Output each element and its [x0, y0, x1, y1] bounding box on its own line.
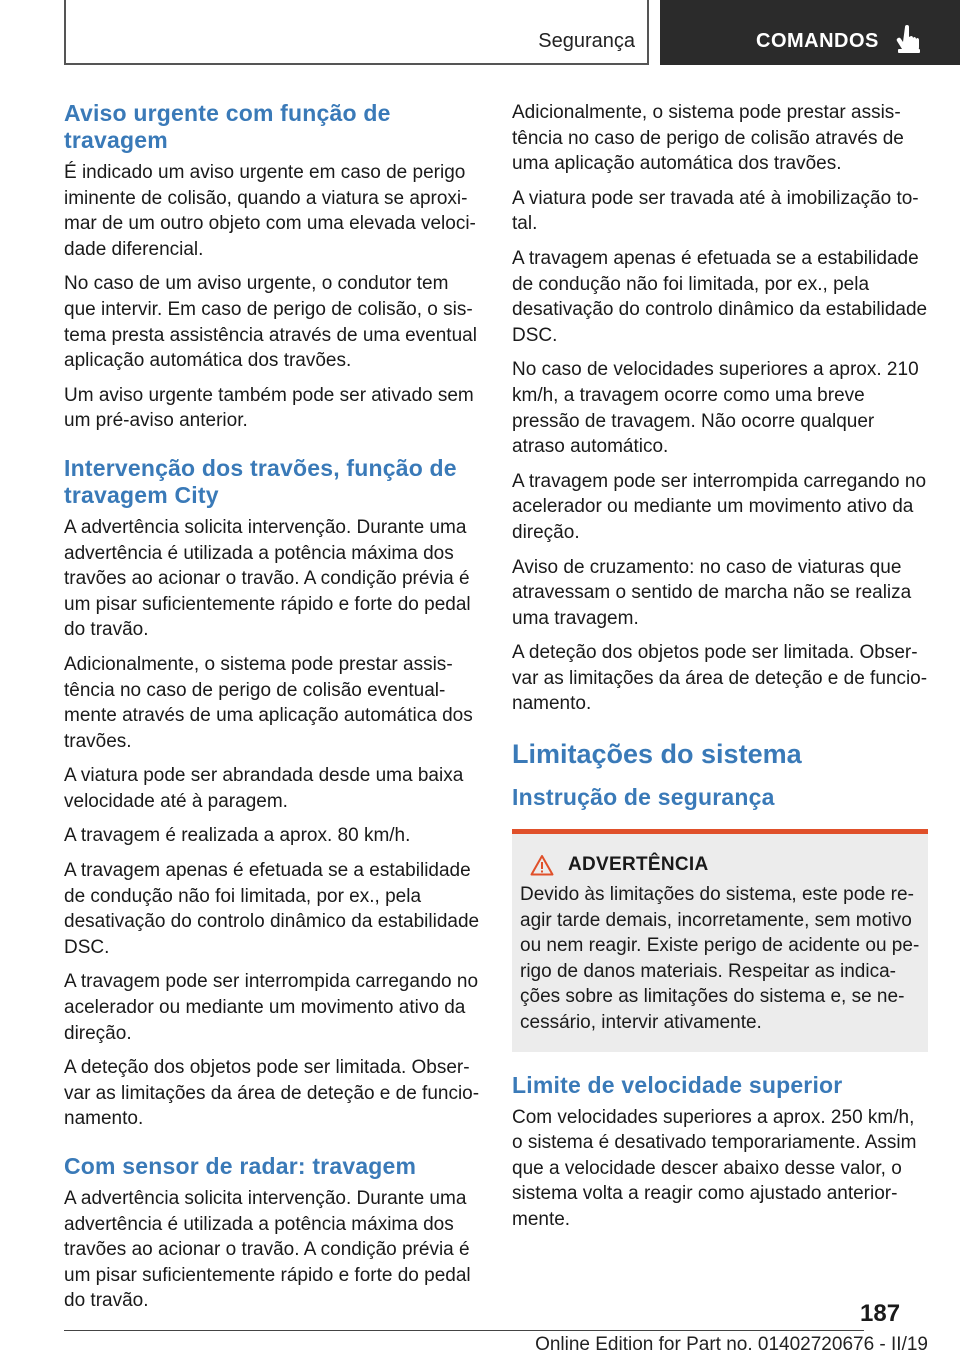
section-title-brake-intervention: Intervenção dos travões, função de travagem City: [64, 454, 457, 508]
paragraph: A travagem apenas é efetuada se a estabilidade de condução não foi limitada, por ex., pela desativação do controlo dinâmico da estabilidade DSC.: [512, 247, 928, 346]
header-rule: [64, 63, 649, 65]
footer-edition: Online Edition for Part no. 01402720676 - II/19: [535, 1334, 928, 1355]
section-title-system-limitations: Limitações do sistema: [512, 739, 802, 770]
chapter-tab-label: COMANDOS: [756, 30, 879, 52]
paragraph: A travagem é realizada a aprox. 80 km/h.: [64, 825, 411, 847]
paragraph: A deteção dos objetos pode ser limitada. Observar as limitações da área de deteção e de funcionamento.: [64, 1057, 480, 1130]
header-chapter-tab[interactable]: [660, 0, 960, 65]
page-number: 187: [860, 1300, 901, 1327]
paragraph: Adicionalmente, o sistema pode prestar assistência no caso de perigo de colisão eventualmente através de uma aplicação automática dos travões.: [64, 653, 473, 752]
paragraph: É indicado um aviso urgente em caso de perigo iminente de colisão, quando a viatura se aproximar de um outro objeto com uma elevada velocidade diferencial.: [64, 162, 476, 260]
paragraph: A viatura pode ser abrandada desde uma baixa velocidade até à paragem.: [64, 765, 464, 812]
warning-title: ADVERTÊNCIA: [568, 854, 709, 876]
warning-box: [512, 829, 928, 1052]
section-title-speed-limit: Limite de velocidade superior: [512, 1071, 843, 1098]
footer-rule: [64, 1330, 864, 1331]
paragraph: A advertência solicita intervenção. Durante uma advertência é utilizada a potência máxima dos travões ao acionar o travão. A condição prévia é um pisar suficientemente rápido e forte do pedal do travão.: [64, 1188, 471, 1312]
paragraph: No caso de um aviso urgente, o condutor tem que intervir. Em caso de perigo de colisão, o sistema presta assistência através de uma eventual aplicação automática dos travões.: [64, 273, 477, 372]
paragraph: A travagem pode ser interrompida carregando no acelerador ou mediante um movimento ativo da direção.: [512, 470, 927, 543]
header-divider: [647, 0, 649, 65]
paragraph: Um aviso urgente também pode ser ativado sem um pré-aviso anterior.: [64, 384, 474, 432]
header-section-label: Segurança: [538, 30, 635, 52]
paragraph: Adicionalmente, o sistema pode prestar assistência no caso de perigo de colisão através de uma aplicação automática dos travões.: [512, 102, 904, 175]
warning-text: Devido às limitações do sistema, este pode reagir tarde demais, incorretamente, sem motivo ou nem reagir. Existe perigo de acidente ou perigo de danos materiais. Respeitar as indicações sobre as limitações do sistema e, se necessário, intervir ativamente.: [520, 884, 920, 1034]
paragraph: No caso de velocidades superiores a aprox. 210 km/h, a travagem ocorre como uma breve pressão de travagem. Não ocorre qualquer atraso automático.: [512, 359, 919, 458]
paragraph: A deteção dos objetos pode ser limitada. Observar as limitações da área de deteção e de funcionamento.: [512, 642, 928, 715]
hand-pointer-icon: [896, 24, 922, 54]
paragraph: A viatura pode ser travada até à imobilização total.: [512, 187, 919, 235]
section-title-safety-instruction: Instrução de segurança: [512, 784, 775, 811]
paragraph: A travagem pode ser interrompida carregando no acelerador ou mediante um movimento ativo da direção.: [64, 971, 479, 1044]
warning-triangle-icon: [530, 854, 554, 876]
section-title-urgent-warning: Aviso urgente com função de travagem: [64, 100, 391, 153]
paragraph: Com velocidades superiores a aprox. 250 km/h, o sistema é desativado temporariamente. Assim que a velocidade descer abaixo desse valor, o sistema volta a reagir como ajustado anteriormente.: [512, 1106, 917, 1230]
paragraph: A travagem apenas é efetuada se a estabilidade de condução não foi limitada, por ex., pela desativação do controlo dinâmico da estabilidade DSC.: [64, 860, 480, 958]
warning-heading: [530, 854, 920, 876]
header-left-rule: [64, 0, 66, 65]
left-column: [64, 100, 480, 1323]
paragraph: A advertência solicita intervenção. Durante uma advertência é utilizada a potência máxima dos travões ao acionar o travão. A condição prévia é um pisar suficientemente rápido e forte do pedal do travão.: [64, 516, 471, 641]
paragraph: Aviso de cruzamento: no caso de viaturas que atravessam o sentido de marcha não se realiza uma travagem.: [512, 556, 912, 629]
right-column: [512, 100, 928, 1242]
section-title-radar-braking: Com sensor de radar: travagem: [64, 1153, 417, 1179]
